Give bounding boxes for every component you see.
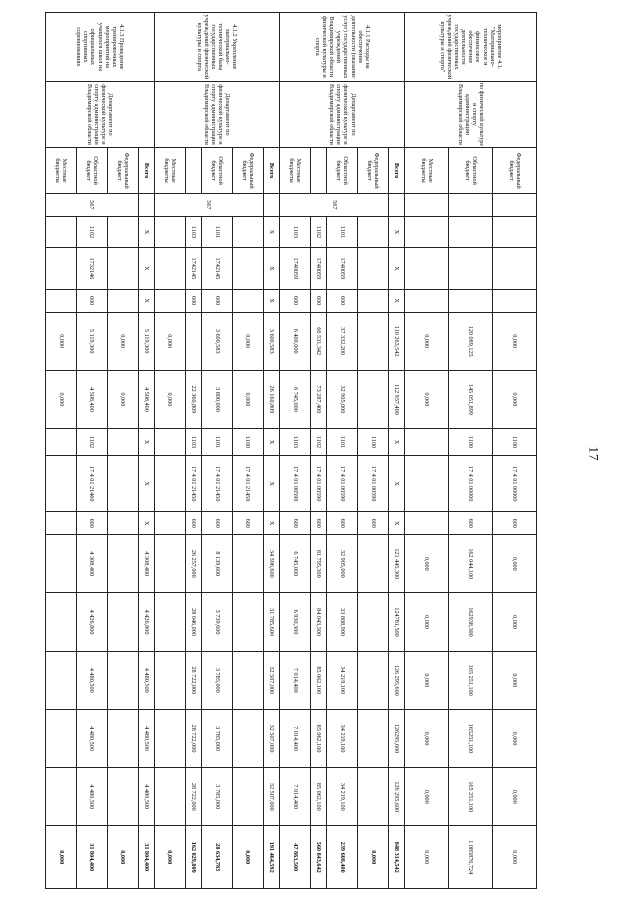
table-cell: Федеральный бюджет xyxy=(107,148,138,194)
table-cell xyxy=(389,194,405,217)
table-cell: 1732146 xyxy=(76,248,107,290)
table-row xyxy=(138,13,154,889)
table-cell: 17 4 01 00590 xyxy=(358,456,389,512)
table-cell: 600 xyxy=(280,289,311,312)
table-cell xyxy=(493,216,537,247)
table-cell xyxy=(493,289,537,312)
table-body xyxy=(46,13,537,889)
table-cell: 3 800,000 xyxy=(202,370,233,428)
table-cell xyxy=(232,593,263,651)
table-cell xyxy=(46,535,77,593)
table-cell: 0,000 xyxy=(232,826,263,889)
table-cell: 5 119,300 xyxy=(138,312,154,370)
table-cell: 567 xyxy=(46,194,139,217)
table-cell: 17 4 01 21450 xyxy=(232,456,263,512)
table-cell xyxy=(154,709,185,767)
table-cell: Всего xyxy=(263,148,279,194)
table-cell: 32 507,000 xyxy=(263,651,279,709)
table-cell: 0,000 xyxy=(232,370,263,428)
table-cell xyxy=(154,456,185,512)
table-cell: 600 xyxy=(185,512,201,535)
table-cell: 85 062,100 xyxy=(311,709,327,767)
table-cell: 4 426,800 xyxy=(138,593,154,651)
table-cell: Всего xyxy=(389,148,405,194)
table-cell: 0,000 xyxy=(107,312,138,370)
table-cell: 26 257,000 xyxy=(185,535,201,593)
table-cell: 126295,600 xyxy=(389,709,405,767)
table-cell: 1100 xyxy=(493,429,537,456)
table-cell: 0,000 xyxy=(232,312,263,370)
table-cell xyxy=(46,512,77,535)
table-cell: Областной бюджет xyxy=(449,148,493,194)
table-cell xyxy=(263,194,279,217)
table-cell xyxy=(449,194,493,217)
table-cell xyxy=(405,289,449,312)
table-cell: 4 480,500 xyxy=(138,651,154,709)
table-cell: 1742145 xyxy=(185,248,201,290)
table-cell: 0,000 xyxy=(154,826,185,889)
table-cell: 84 043,300 xyxy=(311,593,327,651)
table-cell: 126 295,600 xyxy=(389,768,405,826)
table-cell: 124781,500 xyxy=(389,593,405,651)
table-cell: X xyxy=(389,512,405,535)
table-cell: 34 396,600 xyxy=(263,535,279,593)
table-cell: 1740059 xyxy=(327,248,358,290)
table-cell: X xyxy=(263,248,279,290)
table-cell: 600 xyxy=(493,512,537,535)
table-row xyxy=(263,13,279,889)
table-row xyxy=(389,13,405,889)
table-cell: 165251,100 xyxy=(449,709,493,767)
table-cell: 1102 xyxy=(76,429,107,456)
table-cell xyxy=(107,429,138,456)
table-cell: 1103 xyxy=(280,216,311,247)
table-cell: 0,000 xyxy=(405,593,449,651)
table-cell: X xyxy=(389,289,405,312)
table-cell: 4 480,500 xyxy=(138,768,154,826)
table-cell xyxy=(232,248,263,290)
table-cell: 4 308,400 xyxy=(138,535,154,593)
table-cell: 112 937,400 xyxy=(389,370,405,428)
table-cell xyxy=(232,768,263,826)
table-cell xyxy=(358,289,389,312)
table-cell: 0,000 xyxy=(107,826,138,889)
table-cell xyxy=(405,248,449,290)
table-cell xyxy=(46,651,77,709)
table-cell: 34 219,100 xyxy=(327,768,358,826)
table-cell: 0,000 xyxy=(493,651,537,709)
table-cell xyxy=(46,216,77,247)
table-cell: 162 044,100 xyxy=(449,535,493,593)
table-cell xyxy=(449,216,493,247)
table-cell xyxy=(154,651,185,709)
table-cell xyxy=(185,312,201,370)
table-cell: 33 808,900 xyxy=(327,593,358,651)
table-cell: X xyxy=(389,456,405,512)
table-cell: 31 785,600 xyxy=(263,593,279,651)
table-cell: 4.1.2 Укрепление материально-технической базы государственных учреждений физической культуры и спорта xyxy=(154,13,279,82)
table-cell: 1100 xyxy=(232,429,263,456)
table-cell: 0,000 xyxy=(46,312,77,370)
table-cell: 28 722,000 xyxy=(185,709,201,767)
table-cell xyxy=(107,248,138,290)
table-cell: 3 785,000 xyxy=(202,709,233,767)
table-cell: 1103 xyxy=(185,429,201,456)
table-cell xyxy=(493,194,537,217)
table-cell: 165 251,100 xyxy=(449,768,493,826)
table-cell xyxy=(46,429,77,456)
table-cell: 600 xyxy=(280,512,311,535)
table-cell: X xyxy=(138,248,154,290)
table-cell xyxy=(358,593,389,651)
table-cell: 1101 xyxy=(327,216,358,247)
table-cell: Областной бюджет xyxy=(76,148,107,194)
table-cell: 17 4 01 00590 xyxy=(280,456,311,512)
table-cell xyxy=(107,768,138,826)
table-cell: 1101 xyxy=(202,216,233,247)
table-cell: 560 843,642 xyxy=(311,826,327,889)
table-cell: 1740059 xyxy=(280,248,311,290)
table-cell: 0,000 xyxy=(107,370,138,428)
table-cell: 600 xyxy=(202,512,233,535)
table-cell xyxy=(493,248,537,290)
table-cell: 32 507,000 xyxy=(263,709,279,767)
table-cell: 3 785,000 xyxy=(202,768,233,826)
table-cell: 600 xyxy=(311,512,327,535)
table-cell xyxy=(46,593,77,651)
table-cell: 6 930,300 xyxy=(280,593,311,651)
table-cell: 121 445,300 xyxy=(389,535,405,593)
table-cell: Департамент по физической культуре и спорту администрации Владимирской области xyxy=(280,81,405,148)
table-cell: 28 722,000 xyxy=(185,768,201,826)
table-cell: 4 480,500 xyxy=(76,651,107,709)
table-cell: 17 4 01 00590 xyxy=(311,456,327,512)
table-cell: 600 xyxy=(185,289,201,312)
table-cell: 0,000 xyxy=(405,370,449,428)
table-cell: 7 014,400 xyxy=(280,709,311,767)
table-cell: 85 062,100 xyxy=(311,768,327,826)
table-cell: Федеральный бюджет xyxy=(358,148,389,194)
table-cell: 0,000 xyxy=(405,826,449,889)
budget-table xyxy=(45,12,537,889)
table-cell xyxy=(358,248,389,290)
table-cell xyxy=(154,429,185,456)
table-cell xyxy=(107,535,138,593)
table-cell xyxy=(232,216,263,247)
table-cell: 1102 xyxy=(311,429,327,456)
table-cell: Федеральный бюджет xyxy=(232,148,263,194)
table-cell: 37 332,200 xyxy=(327,312,358,370)
table-cell xyxy=(358,651,389,709)
table-cell: 1 085876,724 xyxy=(449,826,493,889)
table-cell: 600 xyxy=(232,512,263,535)
table-cell: 4 480,500 xyxy=(76,768,107,826)
table-cell: 6 745,000 xyxy=(280,370,311,428)
table-cell xyxy=(46,709,77,767)
table-cell: 34 219,100 xyxy=(327,709,358,767)
table-cell: 600 xyxy=(327,289,358,312)
table-cell: 120 089,125 xyxy=(449,312,493,370)
table-cell: 126 295,600 xyxy=(389,651,405,709)
table-cell xyxy=(107,593,138,651)
table-cell xyxy=(358,312,389,370)
table-cell: 3 600,583 xyxy=(263,312,279,370)
table-cell xyxy=(311,148,327,194)
table-cell xyxy=(107,512,138,535)
table-cell xyxy=(46,768,77,826)
table-cell xyxy=(358,768,389,826)
table-cell: 0,000 xyxy=(493,312,537,370)
table-cell: 6 745,000 xyxy=(280,535,311,593)
table-cell xyxy=(107,289,138,312)
table-cell: 0,000 xyxy=(46,370,77,428)
table-cell: 600 xyxy=(449,512,493,535)
table-cell: 4 508,400 xyxy=(76,370,107,428)
table-cell: X xyxy=(263,216,279,247)
table-cell: X xyxy=(138,512,154,535)
table-cell: 17 4 01 21450 xyxy=(185,456,201,512)
table-cell: 17 4 01 21450 xyxy=(202,456,233,512)
table-cell: 165 251,100 xyxy=(449,651,493,709)
table-cell: 6 400,000 xyxy=(280,312,311,370)
table-cell xyxy=(358,709,389,767)
table-cell: X xyxy=(263,512,279,535)
table-cell: 1101 xyxy=(327,429,358,456)
table-cell: 239 608,400 xyxy=(327,826,358,889)
table-cell: 0,000 xyxy=(493,768,537,826)
table-cell xyxy=(358,535,389,593)
table-cell: 1102 xyxy=(76,216,107,247)
table-cell: Департамент по физической культуре и спорту администрации Владимирской области xyxy=(154,81,279,148)
table-cell: 26 160,809 xyxy=(263,370,279,428)
table-cell: 4 480,500 xyxy=(76,709,107,767)
table-cell: 7 014,400 xyxy=(280,768,311,826)
table-cell: 17 4 01 21460 xyxy=(76,456,107,512)
table-cell xyxy=(232,651,263,709)
table-row xyxy=(493,13,537,889)
table-cell: 31 804,400 xyxy=(138,826,154,889)
table-cell: 3 785,000 xyxy=(202,651,233,709)
table-cell: Департамент по физической культуре и спорту администрации Владимирской области xyxy=(46,81,155,148)
table-cell: X xyxy=(263,456,279,512)
table-cell: X xyxy=(138,429,154,456)
table-cell: 0,000 xyxy=(46,826,77,889)
table-cell: X xyxy=(138,289,154,312)
table-cell: 5 119,300 xyxy=(76,312,107,370)
table-cell: 0,000 xyxy=(358,826,389,889)
table-cell: 600 xyxy=(76,289,107,312)
table-cell: 4 426,800 xyxy=(76,593,107,651)
table-cell: Местные бюджеты xyxy=(280,148,311,194)
table-cell xyxy=(154,768,185,826)
table-cell: 0,000 xyxy=(154,312,185,370)
table-cell: 0,000 xyxy=(493,593,537,651)
table-cell: 1742145 xyxy=(202,248,233,290)
table-cell xyxy=(107,456,138,512)
table-cell: 7 014,400 xyxy=(280,651,311,709)
table-cell: X xyxy=(263,429,279,456)
table-cell: 0,000 xyxy=(493,535,537,593)
table-cell: 0,000 xyxy=(405,535,449,593)
table-cell xyxy=(46,289,77,312)
table-cell: 31 804,400 xyxy=(76,826,107,889)
table-cell: 600 xyxy=(202,289,233,312)
table-cell: 28 634,783 xyxy=(202,826,233,889)
table-cell: 848 314,542 xyxy=(389,826,405,889)
table-cell: 8 139,600 xyxy=(202,535,233,593)
table-cell: 85 062,100 xyxy=(311,651,327,709)
table-cell: 1101 xyxy=(202,429,233,456)
table-cell: мероприятие 4.1. "Материально-техническое и финансовое обеспечение деятельности государственных учреждений физической культуры и спорта" xyxy=(405,13,537,82)
table-cell xyxy=(405,456,449,512)
table-cell: 1102 xyxy=(311,216,327,247)
table-cell: 81 795,300 xyxy=(311,535,327,593)
table-cell: 0,000 xyxy=(405,709,449,767)
table-cell: 600 xyxy=(358,512,389,535)
table-cell: 0,000 xyxy=(405,312,449,370)
table-cell: 28 722,000 xyxy=(185,651,201,709)
table-cell xyxy=(154,216,185,247)
table-cell: 567 xyxy=(280,194,389,217)
table-cell: 32 507,000 xyxy=(263,768,279,826)
table-cell: 1100 xyxy=(449,429,493,456)
table-cell: 0,000 xyxy=(405,651,449,709)
table-cell: Местные бюджеты xyxy=(46,148,77,194)
table-cell: X xyxy=(138,456,154,512)
table-cell: 4 308,400 xyxy=(76,535,107,593)
table-cell: 567 xyxy=(154,194,263,217)
table-cell: X xyxy=(389,429,405,456)
table-cell: 22 360,809 xyxy=(185,370,201,428)
table-cell: 600 xyxy=(327,512,358,535)
table-cell: 191 464,592 xyxy=(263,826,279,889)
table-cell: 17 4 01 00000 xyxy=(449,456,493,512)
table-cell: 17 4 01 00000 xyxy=(493,456,537,512)
table-cell: 34 219,100 xyxy=(327,651,358,709)
table-cell: 32 905,000 xyxy=(327,370,358,428)
table-cell xyxy=(46,456,77,512)
table-cell: 1740059 xyxy=(311,248,327,290)
table-cell: 66 531,342 xyxy=(311,312,327,370)
table-cell: Местные бюджеты xyxy=(405,148,449,194)
table-cell: X xyxy=(263,289,279,312)
table-cell: Федеральный бюджет xyxy=(493,148,537,194)
table-cell: 0,000 xyxy=(405,768,449,826)
table-cell: 17 4 01 00590 xyxy=(327,456,358,512)
table-cell xyxy=(232,289,263,312)
table-cell xyxy=(449,289,493,312)
table-cell: 1100 xyxy=(358,429,389,456)
table-cell: 3 600,583 xyxy=(202,312,233,370)
table-cell xyxy=(138,194,154,217)
table-cell: 1103 xyxy=(280,429,311,456)
table-cell: 4 480,500 xyxy=(138,709,154,767)
table-cell: 32 905,000 xyxy=(327,535,358,593)
table-cell xyxy=(232,709,263,767)
table-cell: Областной бюджет xyxy=(202,148,233,194)
table-cell: 162 829,809 xyxy=(185,826,201,889)
table-cell: по физической культуре и спорту администрации Владимирской области xyxy=(405,81,537,148)
table-cell xyxy=(154,289,185,312)
table-cell: 162938,300 xyxy=(449,593,493,651)
table-cell xyxy=(107,216,138,247)
table-cell xyxy=(449,248,493,290)
table-cell: 145 051,899 xyxy=(449,370,493,428)
table-cell xyxy=(232,535,263,593)
table-cell xyxy=(154,248,185,290)
table-cell: 0,000 xyxy=(493,826,537,889)
table-cell xyxy=(405,429,449,456)
rotated-table-sheet xyxy=(45,12,537,889)
table-cell: 3 739,600 xyxy=(202,593,233,651)
table-cell: 47 863,500 xyxy=(280,826,311,889)
table-cell xyxy=(154,512,185,535)
table-cell: X xyxy=(389,248,405,290)
table-cell xyxy=(358,370,389,428)
table-cell xyxy=(154,535,185,593)
table-cell xyxy=(358,216,389,247)
table-cell: Местные бюджеты xyxy=(154,148,185,194)
table-cell: 4.1.1 Расходы на обеспечение деятельности (оказание услуг) государственных учреждений Владимирской области физической культуры и спорта xyxy=(280,13,405,82)
table-cell xyxy=(46,248,77,290)
table-cell: 1103 xyxy=(185,216,201,247)
table-cell: 73 287,400 xyxy=(311,370,327,428)
table-cell: 110 263,542 xyxy=(389,312,405,370)
table-cell: Областной бюджет xyxy=(327,148,358,194)
table-cell: 0,000 xyxy=(154,370,185,428)
table-cell: 4.1.3 Проведение тренировочных мероприятий на учащихся школ на официальных спортивных соревнованиях xyxy=(46,13,155,82)
table-cell xyxy=(154,593,185,651)
table-cell: X xyxy=(389,216,405,247)
table-cell: 600 xyxy=(311,289,327,312)
table-cell xyxy=(405,194,449,217)
table-cell xyxy=(405,216,449,247)
table-cell xyxy=(107,651,138,709)
table-cell xyxy=(107,709,138,767)
table-cell: Всего xyxy=(138,148,154,194)
table-cell: 0,000 xyxy=(493,370,537,428)
table-cell: 28 046,000 xyxy=(185,593,201,651)
table-cell: X xyxy=(138,216,154,247)
table-cell: 0,000 xyxy=(493,709,537,767)
table-cell xyxy=(405,512,449,535)
table-cell xyxy=(185,148,201,194)
table-cell: 600 xyxy=(76,512,107,535)
page-number: 17 xyxy=(586,446,602,462)
table-cell: 4 508,400 xyxy=(138,370,154,428)
